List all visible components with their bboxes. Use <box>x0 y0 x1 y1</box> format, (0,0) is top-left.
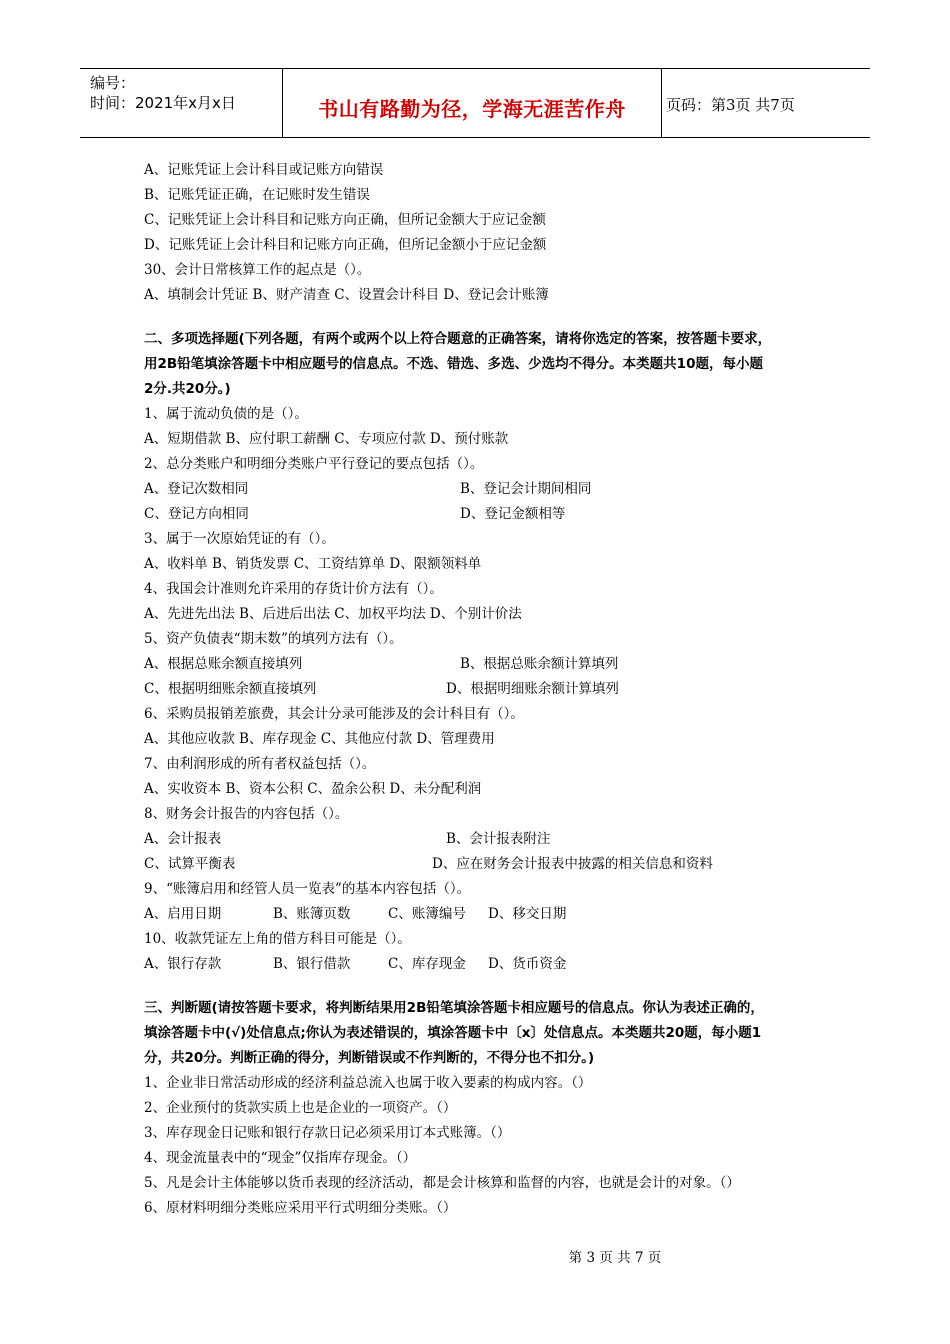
tf-question-2: 2、企业预付的货款实质上也是企业的一项资产。（） <box>144 1100 457 1116</box>
mc-question-5: 5、资产负债表“期末数”的填列方法有（）。 <box>144 631 403 647</box>
mc-question-10: 10、收款凭证左上角的借方科目可能是（）。 <box>144 931 411 947</box>
footer-page-number: 第 3 页 共 7 页 <box>568 1250 662 1266</box>
tf-question-6: 6、原材料明细分类账应采用平行式明细分类账。（） <box>144 1200 457 1216</box>
mc-question-7: 7、由利润形成的所有者权益包括（）。 <box>144 756 376 772</box>
section-2-heading-line: 二、多项选择题(下列各题，有两个或两个以上符合题意的正确答案，请将你选定的答案，按答题卡要求， <box>144 331 772 347</box>
option-c: C、账簿编号 <box>388 906 466 922</box>
page-header <box>80 68 870 138</box>
section-3-heading-line: 三、判断题(请按答题卡要求，将判断结果用2B铅笔填涂答题卡相应题号的信息点。你认为表述正确的， <box>144 1000 764 1016</box>
option-d: D、应在财务会计报表中披露的相关信息和资料 <box>432 856 713 872</box>
mc-question-6-options: A、其他应收款 B、库存现金 C、其他应付款 D、管理费用 <box>144 731 495 747</box>
header-page-info: 页码：第3页 共7页 <box>666 96 795 114</box>
option-a: A、启用日期 <box>144 906 222 922</box>
document-body <box>144 158 824 1221</box>
option-line: C、记账凭证上会计科目和记账方向正确，但所记金额大于应记金额 <box>144 212 546 228</box>
mc-question-1-options: A、短期借款 B、应付职工薪酬 C、专项应付款 D、预付账款 <box>144 431 509 447</box>
mc-question-7-options: A、实收资本 B、资本公积 C、盈余公积 D、未分配利润 <box>144 781 482 797</box>
option-b: B、根据总账余额计算填列 <box>460 656 619 672</box>
mc-question-8-options-row <box>144 827 824 852</box>
question-30: 30、会计日常核算工作的起点是（）。 <box>144 262 371 278</box>
header-number-label: 编号： <box>90 74 136 92</box>
option-a: A、会计报表 <box>144 831 222 847</box>
option-c: C、试算平衡表 <box>144 856 236 872</box>
mc-question-9: 9、“账簿启用和经管人员一览表”的基本内容包括（）。 <box>144 881 471 897</box>
header-time-label: 时间：2021年x月x日 <box>90 94 236 112</box>
section-2-heading-line: 用2B铅笔填涂答题卡中相应题号的信息点。不选、错选、多选、少选均不得分。本类题共10题，每小题 <box>144 356 763 372</box>
header-motto-cell <box>282 69 662 137</box>
mc-question-9-options-row <box>144 902 824 927</box>
option-c: C、登记方向相同 <box>144 506 249 522</box>
section-3-heading-line: 分，共20分。判断正确的得分，判断错误或不作判断的，不得分也不扣分。) <box>144 1050 595 1066</box>
tf-question-5: 5、凡是会计主体能够以货币表现的经济活动，都是会计核算和监督的内容，也就是会计的对象。（） <box>144 1175 740 1191</box>
option-c: C、根据明细账余额直接填列 <box>144 681 317 697</box>
option-d: D、移交日期 <box>488 906 567 922</box>
option-d: D、根据明细账余额计算填列 <box>446 681 619 697</box>
mc-question-6: 6、采购员报销差旅费，其会计分录可能涉及的会计科目有（）。 <box>144 706 524 722</box>
option-d: D、货币资金 <box>488 956 567 972</box>
option-c: C、库存现金 <box>388 956 466 972</box>
mc-question-4: 4、我国会计准则允许采用的存货计价方法有（）。 <box>144 581 443 597</box>
page-footer <box>0 1246 950 1266</box>
mc-question-10-options-row <box>144 952 824 977</box>
option-line: B、记账凭证正确，在记账时发生错误 <box>144 187 370 203</box>
option-d: D、登记金额相等 <box>460 506 566 522</box>
question-30-options: A、填制会计凭证 B、财产清查 C、设置会计科目 D、登记会计账簿 <box>144 287 549 303</box>
tf-question-4: 4、现金流量表中的“现金”仅指库存现金。（） <box>144 1150 417 1166</box>
option-b: B、登记会计期间相同 <box>460 481 592 497</box>
section-3-heading-line: 填涂答题卡中(√)处信息点;你认为表述错误的，填涂答题卡中〔x〕处信息点。本类题共20题，每小题1 <box>144 1025 762 1041</box>
option-line: A、记账凭证上会计科目或记账方向错误 <box>144 162 384 178</box>
option-b: B、银行借款 <box>273 956 351 972</box>
option-a: A、根据总账余额直接填列 <box>144 656 303 672</box>
header-meta <box>80 69 282 137</box>
mc-question-5-options-row <box>144 677 824 702</box>
mc-question-4-options: A、先进先出法 B、后进后出法 C、加权平均法 D、个别计价法 <box>144 606 522 622</box>
tf-question-1: 1、企业非日常活动形成的经济利益总流入也属于收入要素的构成内容。（） <box>144 1075 592 1091</box>
tf-question-3: 3、库存现金日记账和银行存款日记必须采用订本式账簿。（） <box>144 1125 511 1141</box>
section-2-heading-line: 2分.共20分。) <box>144 381 231 397</box>
mc-question-8-options-row <box>144 852 824 877</box>
option-a: A、银行存款 <box>144 956 222 972</box>
mc-question-1: 1、属于流动负债的是（）。 <box>144 406 308 422</box>
option-a: A、登记次数相同 <box>144 481 249 497</box>
mc-question-8: 8、财务会计报告的内容包括（）。 <box>144 806 349 822</box>
mc-question-2-options-row <box>144 477 824 502</box>
mc-question-5-options-row <box>144 652 824 677</box>
header-motto: 书山有路勤为径，学海无涯苦作舟 <box>318 97 626 121</box>
mc-question-3-options: A、收料单 B、销货发票 C、工资结算单 D、限额领料单 <box>144 556 482 572</box>
mc-question-2: 2、总分类账户和明细分类账户平行登记的要点包括（）。 <box>144 456 484 472</box>
option-b: B、账簿页数 <box>273 906 351 922</box>
mc-question-3: 3、属于一次原始凭证的有（）。 <box>144 531 335 547</box>
option-b: B、会计报表附注 <box>446 831 551 847</box>
mc-question-2-options-row <box>144 502 824 527</box>
option-line: D、记账凭证上会计科目和记账方向正确，但所记金额小于应记金额 <box>144 237 547 253</box>
header-page-cell <box>662 69 870 137</box>
